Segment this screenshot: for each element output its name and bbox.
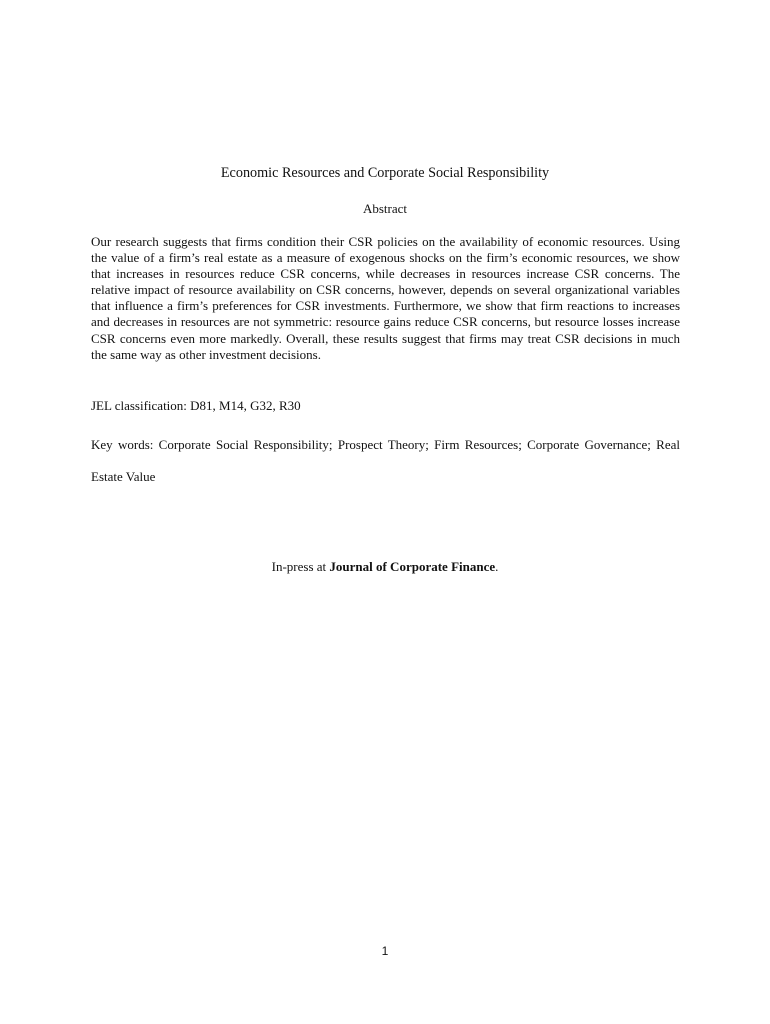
jel-classification: JEL classification: D81, M14, G32, R30 <box>91 398 301 413</box>
abstract-body: Our research suggests that firms condition their CSR policies on the availability of economic resources. Using the value of a firm’s real estate as a measure of exogenous shocks on the firm’s economic resources, we show that increases in resources reduce CSR concerns, while decreases in resources increase CSR concerns. The relative impact of resource availability on CSR concerns, however, depends on several organizational variables that influence a firm’s preferences for CSR investments. Furthermore, we show that firm reactions to increases and decreases in resources are not symmetric: resource gains reduce CSR concerns, but resource losses increase CSR concerns even more markedly. Overall, these results suggest that firms may treat CSR decisions in much the same way as other investment decisions. <box>91 234 680 362</box>
abstract-heading: Abstract <box>362 201 408 216</box>
in-press-note <box>0 558 770 576</box>
keywords: Key words: Corporate Social Responsibility; Prospect Theory; Firm Resources; Corporate Governance; Real Estate Value <box>91 437 680 484</box>
page-number: 1 <box>381 944 389 958</box>
journal-name: Journal of Corporate Finance <box>329 559 496 574</box>
paper-title: Economic Resources and Corporate Social Responsibility <box>220 165 550 181</box>
in-press-suffix: . <box>495 559 499 574</box>
in-press-prefix: In-press at <box>271 559 330 574</box>
